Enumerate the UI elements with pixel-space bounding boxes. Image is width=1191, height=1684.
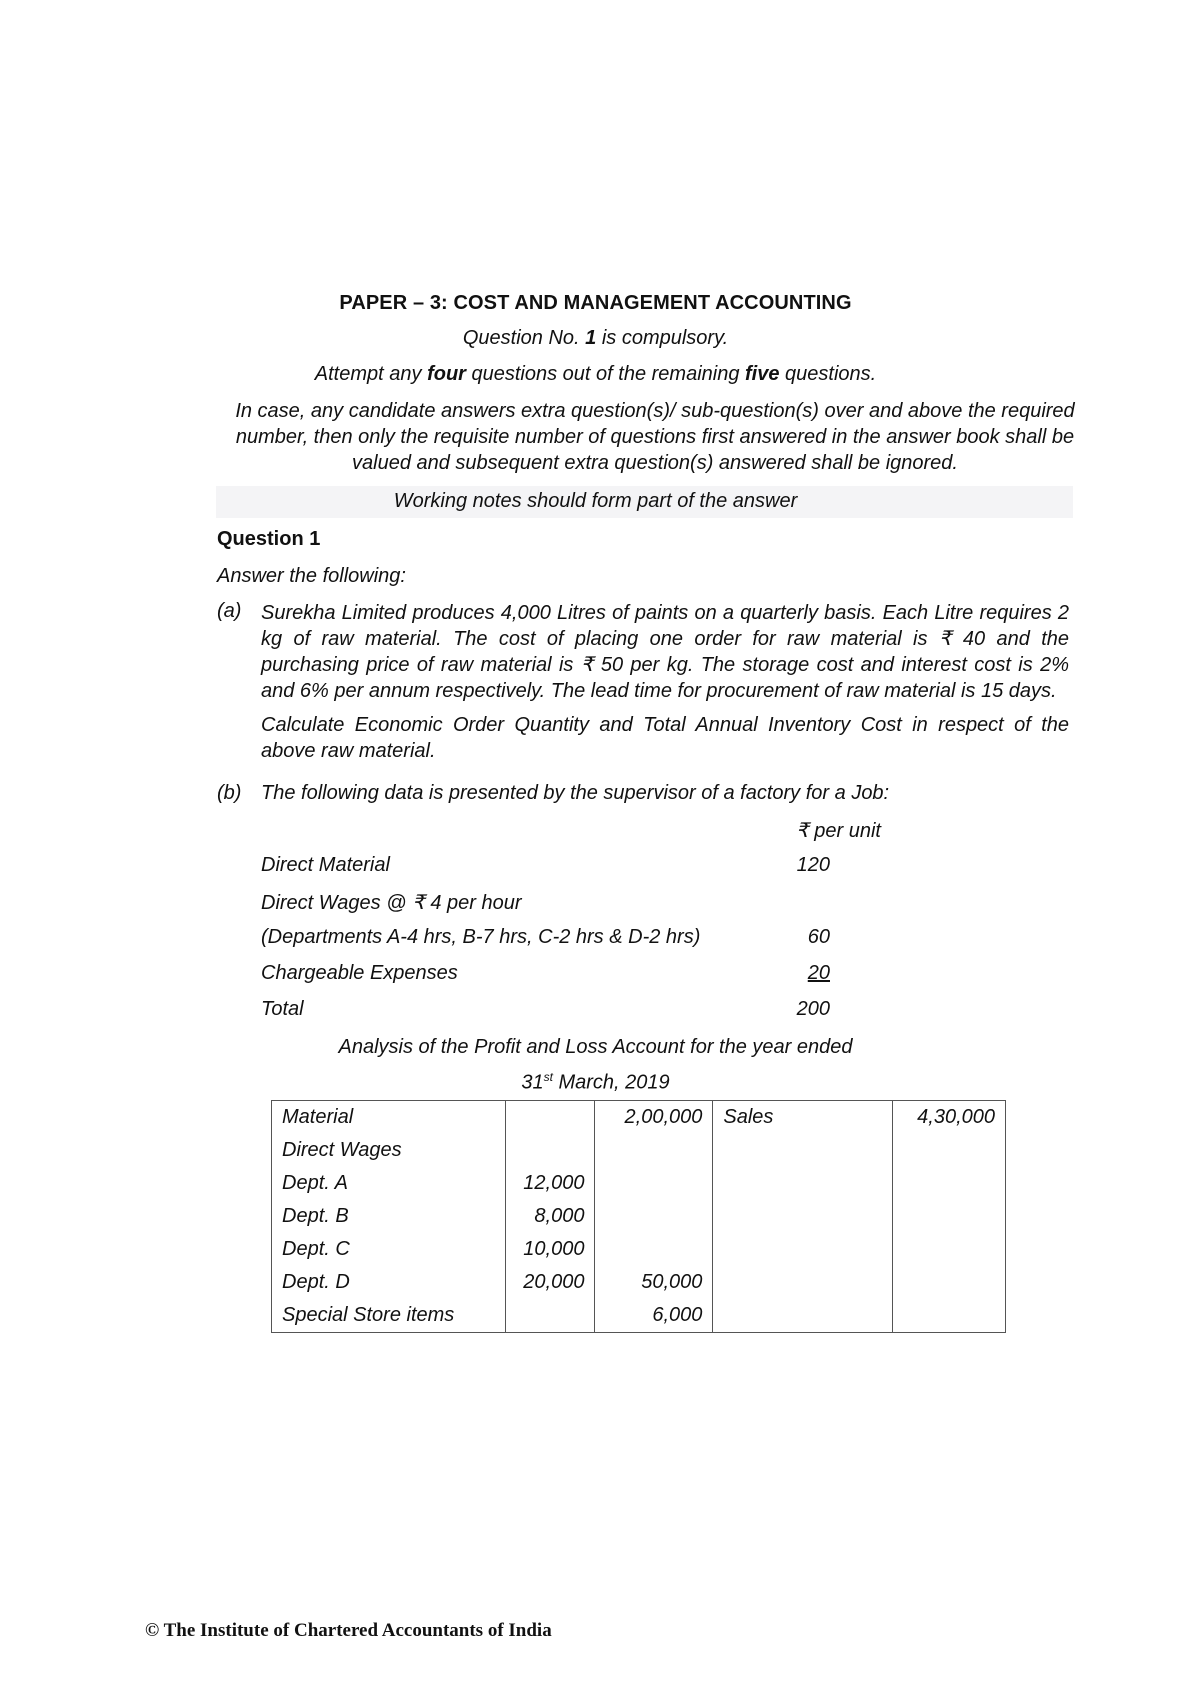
- table-cell: Dept. B: [272, 1200, 506, 1233]
- instruction-line-1: In case, any candidate answers extra question(s)/ sub-question(s) over and above the required: [235, 400, 1075, 422]
- table-cell: 10,000: [505, 1233, 595, 1266]
- table-cell: 12,000: [505, 1167, 595, 1200]
- table-cell: 6,000: [595, 1299, 713, 1333]
- pl-date-day: 31: [521, 1071, 544, 1094]
- table-cell: Material: [272, 1101, 506, 1135]
- pl-date-rest: March, 2019: [552, 1071, 670, 1094]
- table-cell: 8,000: [505, 1200, 595, 1233]
- table-cell: [713, 1299, 893, 1333]
- table-cell: 50,000: [595, 1266, 713, 1299]
- pl-date-suffix: st: [543, 1070, 553, 1084]
- pl-date: [0, 1070, 1191, 1095]
- part-a-paragraph-2: Calculate Economic Order Quantity and Total Annual Inventory Cost in respect of the above raw material.: [261, 714, 1069, 762]
- table-cell: [505, 1299, 595, 1333]
- part-b-label: (b): [217, 782, 242, 804]
- cost-row-label: Direct Material: [261, 854, 390, 876]
- table-row: [272, 1299, 1006, 1333]
- cost-row-label: Total: [261, 998, 304, 1020]
- pl-title: Analysis of the Profit and Loss Account for the year ended: [338, 1036, 853, 1058]
- table-cell: [595, 1134, 713, 1167]
- attempt-note-five: five: [745, 363, 780, 385]
- table-cell: [893, 1233, 1006, 1266]
- question-heading: Question 1: [217, 528, 321, 550]
- table-row: [272, 1266, 1006, 1299]
- compulsory-note-number: 1: [585, 327, 597, 349]
- working-notes: Working notes should form part of the answer: [393, 490, 798, 512]
- table-cell: Dept. C: [272, 1233, 506, 1266]
- table-cell: [713, 1200, 893, 1233]
- table-cell: [595, 1167, 713, 1200]
- part-a-paragraph-1: Surekha Limited produces 4,000 Litres of paints on a quarterly basis. Each Litre requires 2 kg of raw material. The cost of placing one order for raw material is ₹ 40 and the purchasing price of raw material is ₹ 50 per kg. The storage cost and interest cost is 2% and 6% per annum respectively. The lead time for procurement of raw material is 15 days.: [261, 602, 1069, 702]
- paper-title: PAPER – 3: COST AND MANAGEMENT ACCOUNTING: [339, 292, 852, 314]
- table-cell: Sales: [713, 1101, 893, 1135]
- table-cell: 4,30,000: [893, 1101, 1006, 1135]
- cost-row-label: (Departments A-4 hrs, B-7 hrs, C-2 hrs & D-2 hrs): [261, 926, 701, 948]
- instruction-line-3: valued and subsequent extra question(s) answered shall be ignored.: [352, 452, 958, 474]
- table-cell: [893, 1200, 1006, 1233]
- compulsory-note-post: is compulsory.: [596, 327, 729, 349]
- table-cell: [713, 1266, 893, 1299]
- underlined-value: 20: [807, 962, 830, 984]
- cost-row-label: Chargeable Expenses: [261, 962, 458, 984]
- attempt-note-mid: questions out of the remaining: [465, 363, 746, 385]
- table-row: [272, 1200, 1006, 1233]
- footer-copyright: © The Institute of Chartered Accountants of India: [145, 1620, 552, 1641]
- table-cell: Dept. D: [272, 1266, 506, 1299]
- table-cell: 20,000: [505, 1266, 595, 1299]
- table-cell: [713, 1167, 893, 1200]
- table-cell: [893, 1134, 1006, 1167]
- cost-row-label: Direct Wages @ ₹ 4 per hour: [261, 892, 522, 914]
- table-row: [272, 1134, 1006, 1167]
- table-cell: [595, 1200, 713, 1233]
- compulsory-note: [0, 327, 1191, 350]
- part-b-intro: The following data is presented by the supervisor of a factory for a Job:: [261, 782, 890, 804]
- cost-row-value: [760, 962, 830, 985]
- cost-row-value: 120: [796, 854, 830, 876]
- instruction-line-2: number, then only the requisite number of questions first answered in the answer book shall be: [235, 426, 1075, 448]
- table-cell: Direct Wages: [272, 1134, 506, 1167]
- table-row: [272, 1167, 1006, 1200]
- table-cell: [893, 1299, 1006, 1333]
- instruction-block: [225, 398, 1085, 476]
- part-a-label: (a): [217, 600, 242, 622]
- table-cell: [505, 1101, 595, 1135]
- table-cell: 2,00,000: [595, 1101, 713, 1135]
- attempt-note-post: questions.: [779, 363, 877, 385]
- table-cell: [893, 1167, 1006, 1200]
- table-row: [272, 1233, 1006, 1266]
- cost-row-value: 200: [796, 998, 830, 1020]
- pl-table: [271, 1100, 1006, 1333]
- table-cell: [893, 1266, 1006, 1299]
- attempt-note-pre: Attempt any: [314, 363, 428, 385]
- cost-row-value: 60: [807, 926, 830, 948]
- table-row: [272, 1101, 1006, 1135]
- question-intro: Answer the following:: [217, 565, 406, 587]
- table-cell: [505, 1134, 595, 1167]
- compulsory-note-pre: Question No.: [462, 327, 586, 349]
- table-cell: Special Store items: [272, 1299, 506, 1333]
- table-cell: [713, 1233, 893, 1266]
- table-cell: [713, 1134, 893, 1167]
- table-cell: [595, 1233, 713, 1266]
- attempt-note-four: four: [427, 363, 466, 385]
- unit-header: ₹ per unit: [796, 820, 881, 842]
- attempt-note: [0, 363, 1191, 386]
- table-cell: Dept. A: [272, 1167, 506, 1200]
